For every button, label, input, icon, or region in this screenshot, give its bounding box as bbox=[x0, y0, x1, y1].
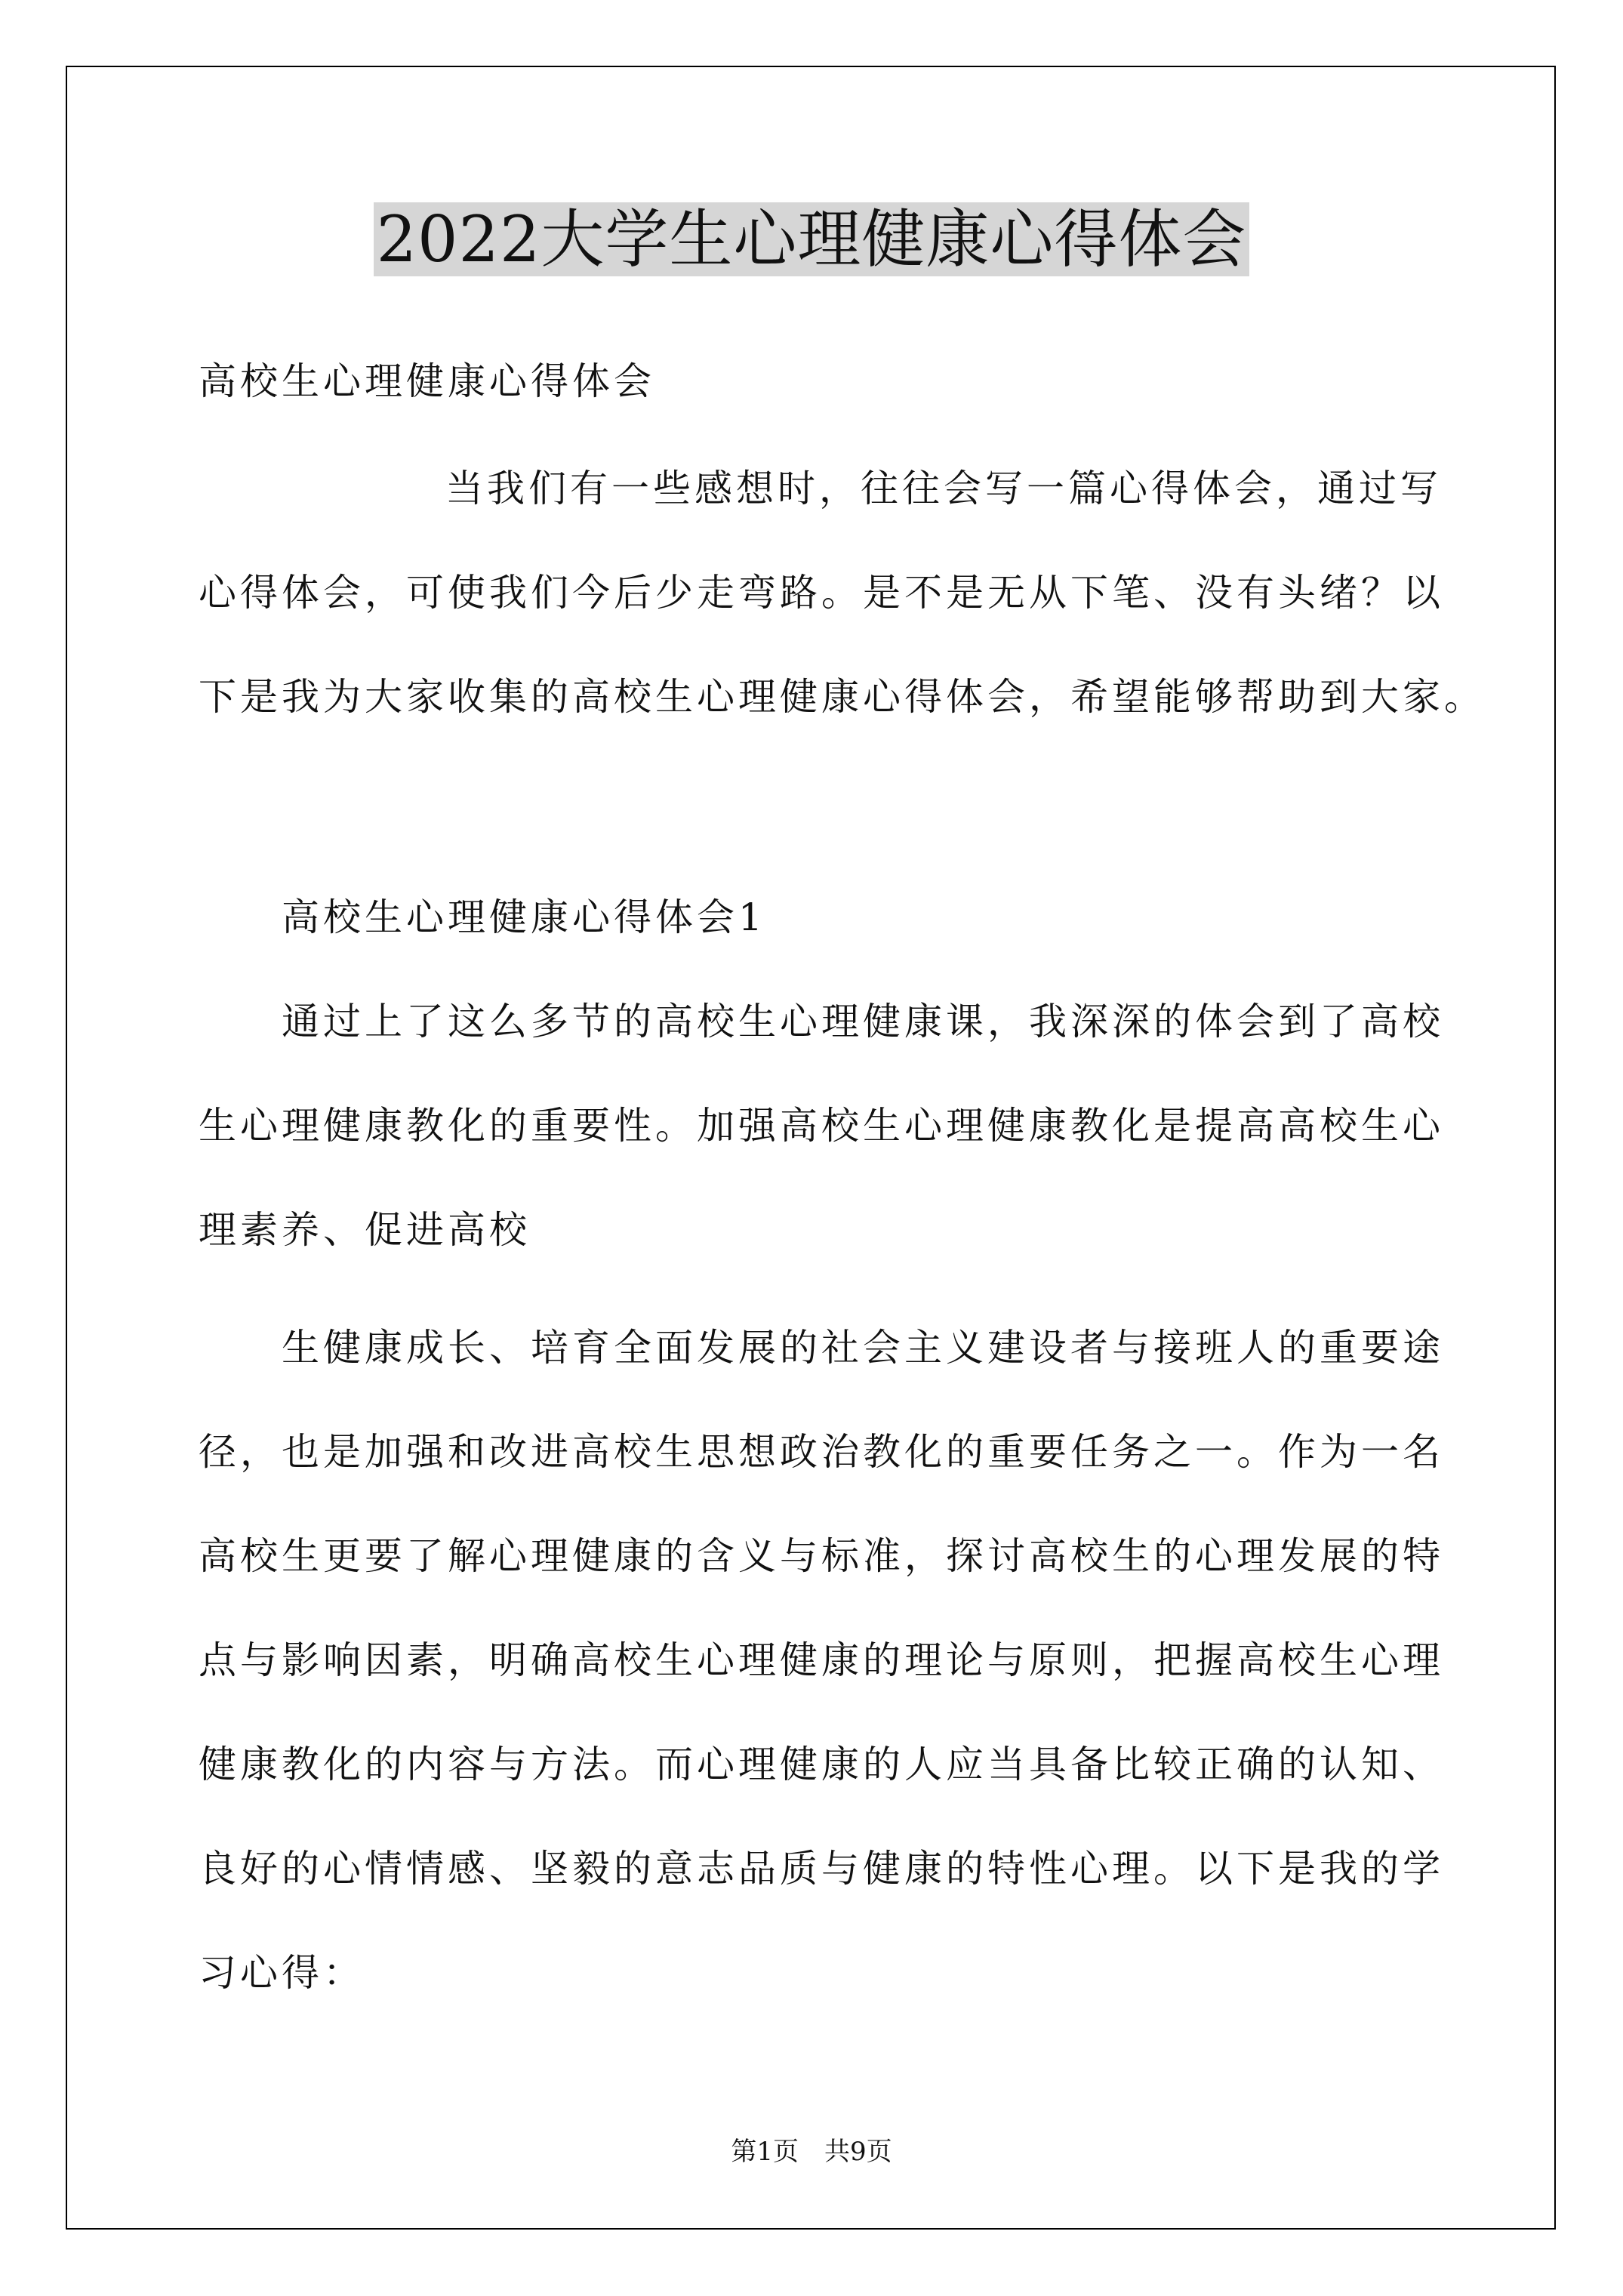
document-title bbox=[0, 198, 1623, 281]
document-subtitle: 高校生心理健康心得体会 bbox=[199, 359, 655, 403]
paragraph-line-2: 生心理健康教化的重要性。加强高校生心理健康教化是提高高校生心 bbox=[199, 1104, 1444, 1148]
document-title-text: 2022大学生心理健康心得体会 bbox=[374, 202, 1250, 276]
paragraph-line-6: 高校生更要了解心理健康的含义与标准，探讨高校生的心理发展的特 bbox=[199, 1534, 1444, 1578]
paragraph-line-8: 健康教化的内容与方法。而心理健康的人应当具备比较正确的认知、 bbox=[199, 1743, 1444, 1786]
intro-line-2: 心得体会，可使我们今后少走弯路。是不是无从下笔、没有头绪？以 bbox=[199, 571, 1444, 615]
paragraph-line-7: 点与影响因素，明确高校生心理健康的理论与原则，把握高校生心理 bbox=[199, 1638, 1444, 1682]
page-footer: 第1页 共9页 bbox=[731, 2137, 892, 2167]
paragraph-line-4: 生健康成长、培育全面发展的社会主义建设者与接班人的重要途 bbox=[282, 1326, 1444, 1370]
intro-line-1: 当我们有一些感想时，往往会写一篇心得体会，通过写 bbox=[445, 467, 1442, 510]
paragraph-line-9: 良好的心情情感、坚毅的意志品质与健康的特性心理。以下是我的学 bbox=[199, 1847, 1444, 1891]
intro-line-3: 下是我为大家收集的高校生心理健康心得体会，希望能够帮助到大家。 bbox=[199, 675, 1486, 719]
paragraph-line-5: 径，也是加强和改进高校生思想政治教化的重要任务之一。作为一名 bbox=[199, 1430, 1444, 1474]
section-heading-1: 高校生心理健康心得体会1 bbox=[282, 895, 766, 939]
paragraph-line-1: 通过上了这么多节的高校生心理健康课，我深深的体会到了高校 bbox=[282, 1000, 1444, 1043]
paragraph-line-3: 理素养、促进高校 bbox=[199, 1208, 531, 1252]
paragraph-line-10: 习心得： bbox=[199, 1951, 365, 1995]
